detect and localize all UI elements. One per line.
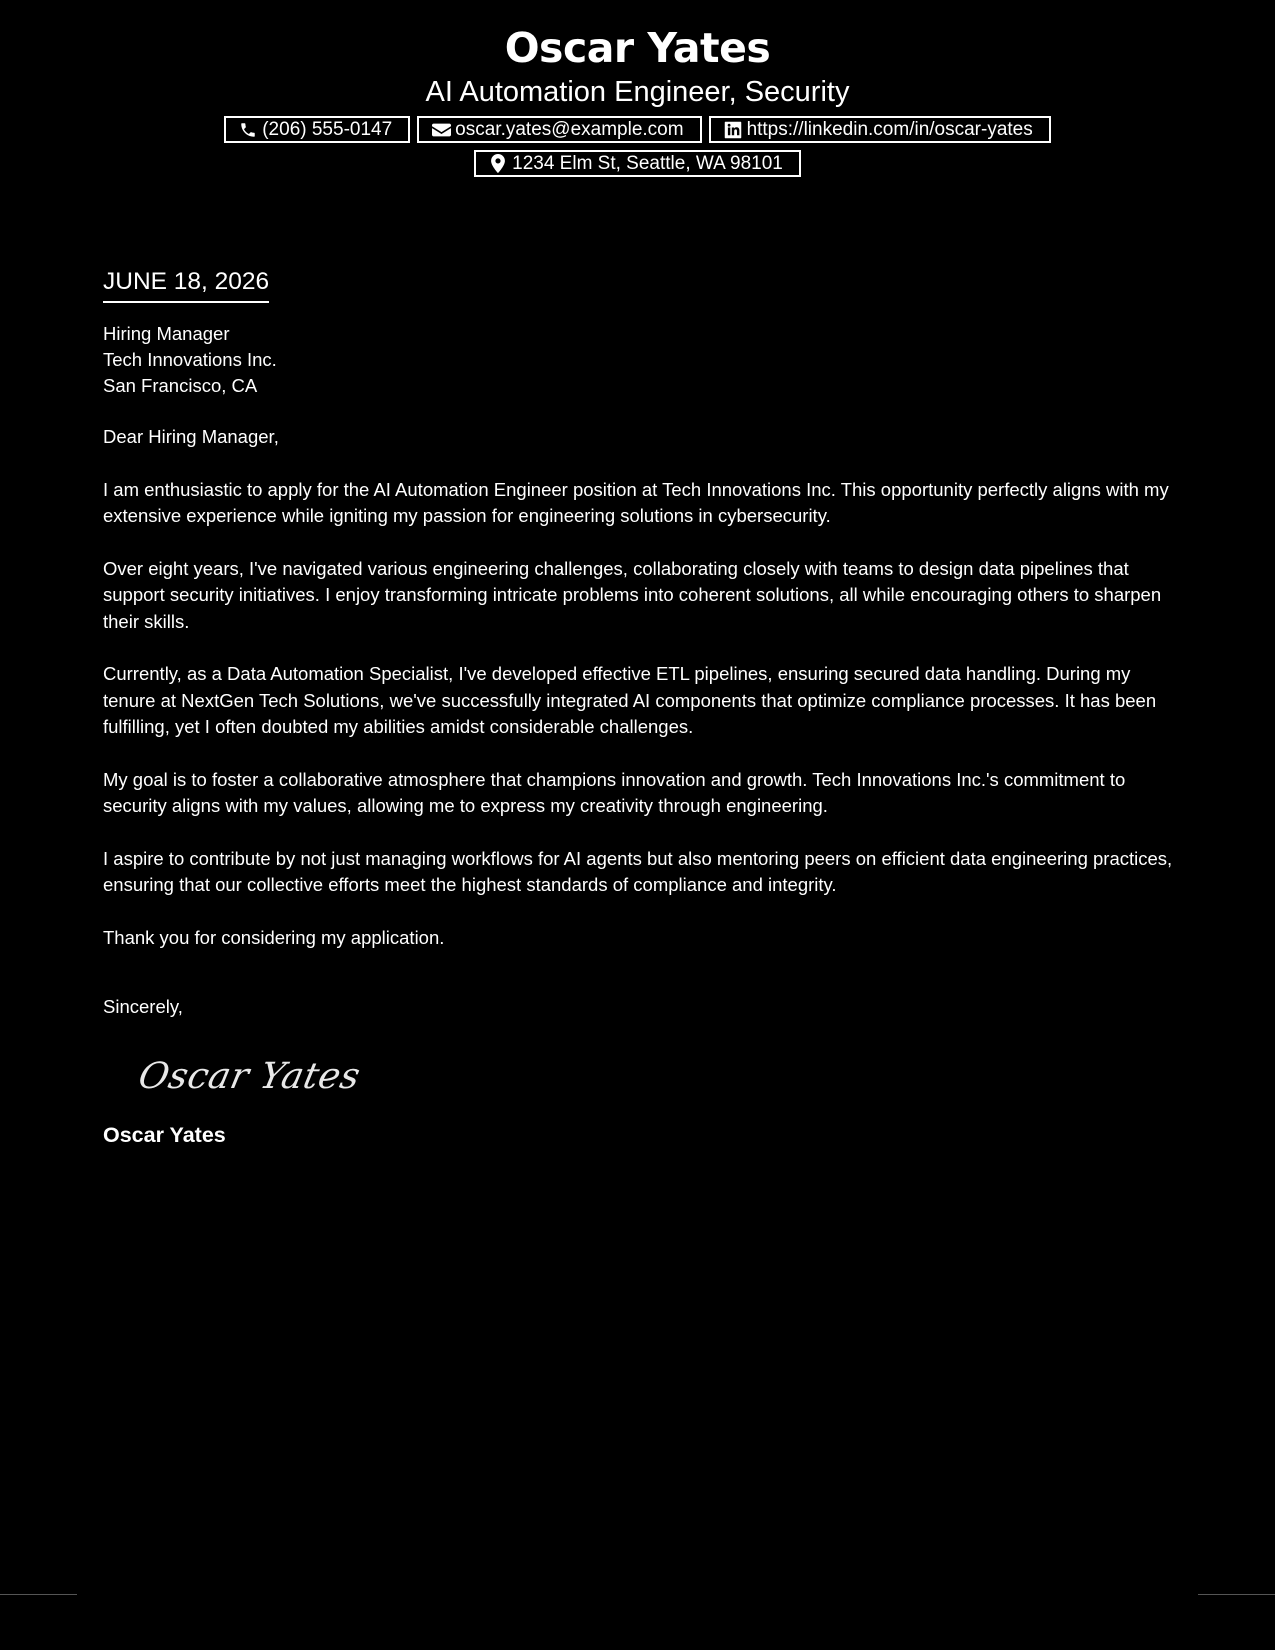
recipient-line: Tech Innovations Inc.: [103, 349, 277, 370]
body-paragraph: I am enthusiastic to apply for the AI Automation Engineer position at Tech Innovations Inc. This opportunity perfectly aligns with my extensive experience while igniting my passion for engineering solutions in cybersecurity.: [103, 478, 1169, 526]
body-paragraph: Currently, as a Data Automation Specialist, I've developed effective ETL pipelines, ensuring secured data handling. During my tenure at NextGen Tech Solutions, we've successfully integrated AI components that optimize compliance processes. It has been fulfilling, yet I often doubted my abilities amidst considerable challenges.: [103, 663, 1157, 737]
signer-name: Oscar Yates: [103, 1122, 226, 1147]
signature-image: Oscar Yates: [134, 1055, 365, 1097]
thank-you-line: Thank you for considering my application.: [103, 926, 445, 948]
footer-divider-left: [0, 1594, 77, 1595]
letter-date: JUNE 18, 2026: [103, 266, 269, 303]
contact-phone-text: (206) 555-0147: [262, 118, 393, 140]
contact-phone[interactable]: [224, 116, 410, 143]
letter-body: [103, 266, 1178, 1149]
contact-linkedin[interactable]: [709, 116, 1051, 143]
contact-email-text: oscar.yates@example.com: [455, 118, 684, 140]
contact-address[interactable]: [474, 150, 801, 177]
salutation: Dear Hiring Manager,: [103, 426, 279, 447]
map-marker-icon: [488, 154, 508, 174]
recipient-block: [103, 321, 1178, 399]
recipient-line: San Francisco, CA: [103, 375, 258, 396]
letter-header: [0, 20, 1275, 177]
applicant-name: Oscar Yates: [504, 24, 771, 72]
envelope-icon: [431, 120, 451, 140]
body-paragraph: Over eight years, I've navigated various engineering challenges, collaborating closely with teams to design data pipelines that support security initiatives. I enjoy transforming intricate problems into coherent solutions, all while encouraging others to sharpen their skills.: [103, 557, 1162, 632]
closing: Sincerely,: [103, 996, 183, 1017]
contact-row-address: [0, 150, 1275, 177]
contact-row: [0, 116, 1275, 143]
footer-divider-right: [1198, 1594, 1275, 1595]
linkedin-icon: [723, 120, 743, 140]
contact-address-text: 1234 Elm St, Seattle, WA 98101: [512, 152, 783, 174]
recipient-line: Hiring Manager: [103, 323, 230, 344]
body-paragraph: I aspire to contribute by not just managing workflows for AI agents but also mentoring peers on efficient data engineering practices, ensuring that our collective efforts meet the highest standards of compliance and integrity.: [103, 847, 1173, 895]
contact-email[interactable]: [417, 116, 701, 143]
body-paragraph: My goal is to foster a collaborative atmosphere that champions innovation and growth. Tech Innovations Inc.'s commitment to security aligns with my values, allowing me to express my creativity through engineering.: [103, 768, 1126, 816]
phone-icon: [238, 120, 258, 140]
contact-linkedin-text: https://linkedin.com/in/oscar-yates: [746, 118, 1033, 140]
applicant-title: AI Automation Engineer, Security: [425, 76, 850, 108]
